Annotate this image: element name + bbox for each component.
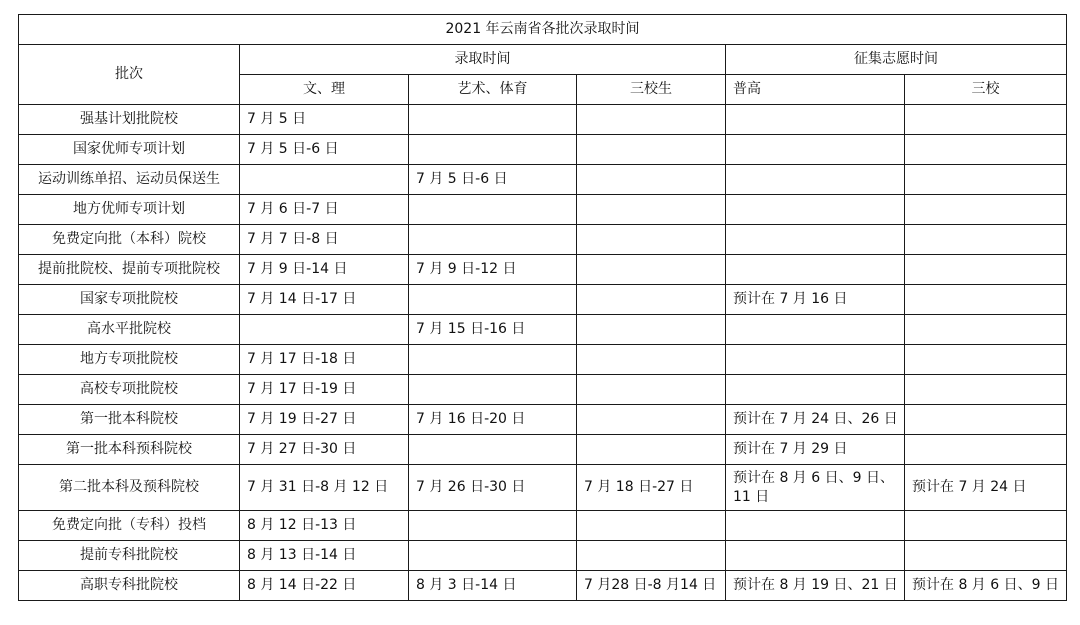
- table-row: [19, 511, 1067, 541]
- batch-name-cell: 免费定向批（本科）院校: [19, 225, 240, 255]
- date-cell: [577, 165, 726, 195]
- date-cell: [577, 315, 726, 345]
- date-cell: [409, 105, 577, 135]
- date-cell: [905, 165, 1067, 195]
- date-cell: 预计在 7 月 16 日: [726, 285, 905, 315]
- date-cell: [409, 195, 577, 225]
- date-cell: [409, 135, 577, 165]
- date-cell: 7 月 18 日-27 日: [577, 465, 726, 511]
- date-cell: 7 月 5 日-6 日: [409, 165, 577, 195]
- date-cell: [726, 135, 905, 165]
- date-cell: 预计在 8 月 19 日、21 日: [726, 571, 905, 601]
- date-cell: [726, 225, 905, 255]
- batch-name-cell: 运动训练单招、运动员保送生: [19, 165, 240, 195]
- batch-name-cell: 强基计划批院校: [19, 105, 240, 135]
- date-cell: 7 月 5 日: [240, 105, 409, 135]
- date-cell: [409, 225, 577, 255]
- date-cell: 7 月28 日-8 月14 日: [577, 571, 726, 601]
- date-cell: 8 月 13 日-14 日: [240, 541, 409, 571]
- date-cell: 预计在 8 月 6 日、9 日、11 日: [726, 465, 905, 511]
- table-row: [19, 225, 1067, 255]
- date-cell: [905, 285, 1067, 315]
- table-row: [19, 405, 1067, 435]
- date-cell: 预计在 7 月 29 日: [726, 435, 905, 465]
- batch-name-cell: 国家优师专项计划: [19, 135, 240, 165]
- header-admission-time: 录取时间: [240, 45, 726, 75]
- batch-name-cell: 提前批院校、提前专项批院校: [19, 255, 240, 285]
- date-cell: 预计在 7 月 24 日: [905, 465, 1067, 511]
- date-cell: [905, 225, 1067, 255]
- date-cell: [726, 511, 905, 541]
- header-solicitation-time: 征集志愿时间: [726, 45, 1067, 75]
- date-cell: [577, 195, 726, 225]
- admission-schedule: [18, 14, 1067, 601]
- batch-name-cell: 地方专项批院校: [19, 345, 240, 375]
- date-cell: [240, 315, 409, 345]
- date-cell: 预计在 7 月 24 日、26 日: [726, 405, 905, 435]
- date-cell: [577, 135, 726, 165]
- batch-name-cell: 高职专科批院校: [19, 571, 240, 601]
- batch-name-cell: 地方优师专项计划: [19, 195, 240, 225]
- date-cell: [726, 255, 905, 285]
- date-cell: [726, 195, 905, 225]
- date-cell: [577, 405, 726, 435]
- date-cell: 7 月 27 日-30 日: [240, 435, 409, 465]
- date-cell: [577, 345, 726, 375]
- batch-name-cell: 国家专项批院校: [19, 285, 240, 315]
- date-cell: [726, 375, 905, 405]
- date-cell: 7 月 26 日-30 日: [409, 465, 577, 511]
- batch-name-cell: 免费定向批（专科）投档: [19, 511, 240, 541]
- date-cell: [726, 345, 905, 375]
- date-cell: [577, 541, 726, 571]
- date-cell: 7 月 6 日-7 日: [240, 195, 409, 225]
- date-cell: [905, 375, 1067, 405]
- date-cell: [905, 105, 1067, 135]
- date-cell: [726, 105, 905, 135]
- date-cell: 7 月 14 日-17 日: [240, 285, 409, 315]
- date-cell: [577, 511, 726, 541]
- date-cell: [905, 195, 1067, 225]
- table-row: [19, 165, 1067, 195]
- date-cell: 8 月 3 日-14 日: [409, 571, 577, 601]
- date-cell: [905, 255, 1067, 285]
- subheader-general-high: 普高: [726, 75, 905, 105]
- subheader-three-school-2: 三校: [905, 75, 1067, 105]
- date-cell: 8 月 14 日-22 日: [240, 571, 409, 601]
- subheader-art-sports: 艺术、体育: [409, 75, 577, 105]
- table-row: [19, 255, 1067, 285]
- date-cell: [409, 511, 577, 541]
- table-row: [19, 345, 1067, 375]
- date-cell: [409, 435, 577, 465]
- date-cell: [726, 541, 905, 571]
- table-row: [19, 285, 1067, 315]
- date-cell: [905, 315, 1067, 345]
- table-row: [19, 571, 1067, 601]
- date-cell: 7 月 17 日-18 日: [240, 345, 409, 375]
- batch-name-cell: 第一批本科预科院校: [19, 435, 240, 465]
- table-row: [19, 195, 1067, 225]
- date-cell: [577, 225, 726, 255]
- table-title: 2021 年云南省各批次录取时间: [19, 15, 1067, 45]
- date-cell: [905, 405, 1067, 435]
- date-cell: 8 月 12 日-13 日: [240, 511, 409, 541]
- batch-name-cell: 高校专项批院校: [19, 375, 240, 405]
- subheader-three-school: 三校生: [577, 75, 726, 105]
- batch-name-cell: 提前专科批院校: [19, 541, 240, 571]
- table-row: [19, 435, 1067, 465]
- batch-name-cell: 高水平批院校: [19, 315, 240, 345]
- date-cell: [577, 255, 726, 285]
- date-cell: 7 月 9 日-14 日: [240, 255, 409, 285]
- date-cell: 7 月 7 日-8 日: [240, 225, 409, 255]
- date-cell: [905, 135, 1067, 165]
- date-cell: [577, 105, 726, 135]
- subheader-arts-science: 文、理: [240, 75, 409, 105]
- date-cell: [905, 345, 1067, 375]
- date-cell: [409, 285, 577, 315]
- table-row: [19, 375, 1067, 405]
- date-cell: [409, 541, 577, 571]
- table-row: [19, 541, 1067, 571]
- date-cell: [726, 165, 905, 195]
- date-cell: 7 月 9 日-12 日: [409, 255, 577, 285]
- date-cell: [905, 435, 1067, 465]
- date-cell: 7 月 17 日-19 日: [240, 375, 409, 405]
- date-cell: 7 月 31 日-8 月 12 日: [240, 465, 409, 511]
- date-cell: 7 月 19 日-27 日: [240, 405, 409, 435]
- date-cell: [577, 435, 726, 465]
- date-cell: 7 月 16 日-20 日: [409, 405, 577, 435]
- date-cell: 7 月 15 日-16 日: [409, 315, 577, 345]
- date-cell: 预计在 8 月 6 日、9 日: [905, 571, 1067, 601]
- table-row: [19, 465, 1067, 511]
- admission-table: [18, 14, 1067, 601]
- date-cell: [409, 345, 577, 375]
- batch-name-cell: 第二批本科及预科院校: [19, 465, 240, 511]
- date-cell: [905, 511, 1067, 541]
- date-cell: 7 月 5 日-6 日: [240, 135, 409, 165]
- date-cell: [905, 541, 1067, 571]
- date-cell: [240, 165, 409, 195]
- date-cell: [577, 375, 726, 405]
- header-batch: 批次: [19, 45, 240, 105]
- table-row: [19, 105, 1067, 135]
- table-row: [19, 135, 1067, 165]
- date-cell: [409, 375, 577, 405]
- date-cell: [577, 285, 726, 315]
- table-row: [19, 315, 1067, 345]
- date-cell: [726, 315, 905, 345]
- batch-name-cell: 第一批本科院校: [19, 405, 240, 435]
